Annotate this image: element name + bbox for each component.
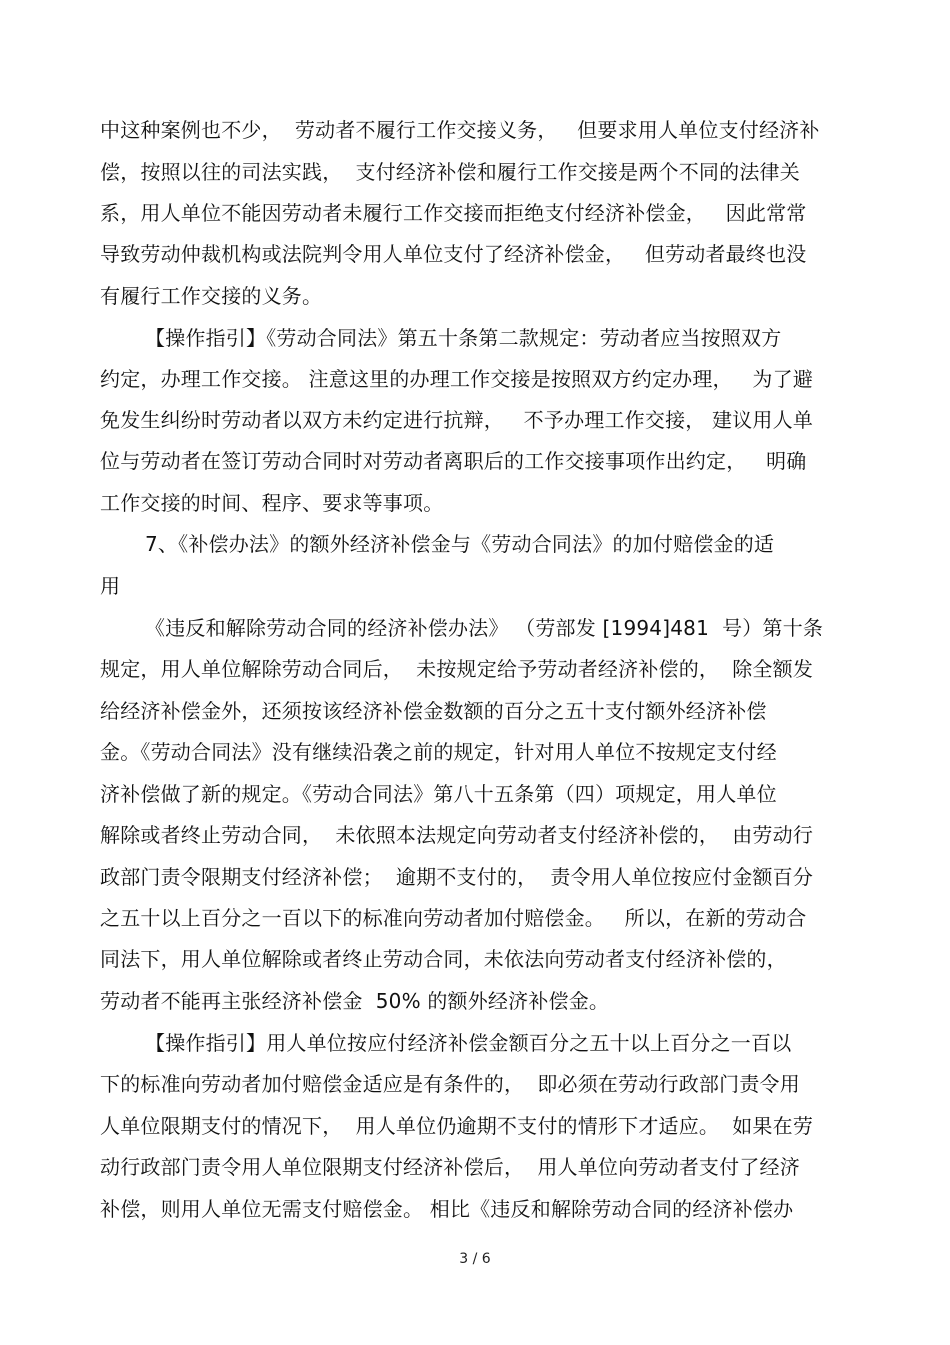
text-line: 政部门责令限期支付经济补偿； 逾期不支付的， 责令用人单位按应付金额百分 — [100, 865, 814, 889]
section-heading: 7、《补偿办法》的额外经济补偿金与《劳动合同法》的加付赔偿金的适 — [145, 532, 775, 556]
text-line: 规定，用人单位解除劳动合同后， 未按规定给予劳动者经济补偿的， 除全额发 — [100, 657, 814, 681]
section-heading: 用 — [100, 574, 121, 598]
text-line: 人单位限期支付的情况下， 用人单位仍逾期不支付的情形下才适应。 如果在劳 — [100, 1114, 814, 1138]
text-line: 导致劳动仲裁机构或法院判令用人单位支付了经济补偿金， 但劳动者最终也没 — [100, 242, 807, 266]
text-line: 劳动者不能再主张经济补偿金 50% 的额外经济补偿金。 — [100, 989, 610, 1013]
text-line: 工作交接的时间、程序、要求等事项。 — [100, 491, 444, 515]
text-line: 给经济补偿金外，还须按该经济补偿金数额的百分之五十支付额外经济补偿 — [100, 699, 767, 723]
text-line: 下的标准向劳动者加付赔偿金适应是有条件的， 即必须在劳动行政部门责令用 — [100, 1072, 800, 1096]
text-line: 解除或者终止劳动合同， 未依照本法规定向劳动者支付经济补偿的， 由劳动行 — [100, 823, 814, 847]
text-line: 【操作指引】《劳动合同法》第五十条第二款规定：劳动者应当按照双方 — [145, 326, 782, 350]
text-line: 补偿，则用人单位无需支付赔偿金。 相比《违反和解除劳动合同的经济补偿办 — [100, 1197, 794, 1221]
text-line: 免发生纠纷时劳动者以双方未约定进行抗辩， 不予办理工作交接， 建议用人单 — [100, 408, 814, 432]
text-line: 济补偿做了新的规定。《劳动合同法》第八十五条第（四）项规定，用人单位 — [100, 782, 777, 806]
text-line: 系，用人单位不能因劳动者未履行工作交接而拒绝支付经济补偿金， 因此常常 — [100, 201, 807, 225]
text-line: 有履行工作交接的义务。 — [100, 284, 323, 308]
text-line: 偿，按照以往的司法实践， 支付经济补偿和履行工作交接是两个不同的法律关 — [100, 160, 800, 184]
text-line: 【操作指引】用人单位按应付经济补偿金额百分之五十以上百分之一百以 — [145, 1031, 792, 1055]
text-line: 金。《劳动合同法》没有继续沿袭之前的规定，针对用人单位不按规定支付经 — [100, 740, 777, 764]
text-line: 同法下，用人单位解除或者终止劳动合同，未依法向劳动者支付经济补偿的， — [100, 947, 787, 971]
text-line: 《违反和解除劳动合同的经济补偿办法》 （劳部发 [1994]481 号）第十条 — [145, 616, 824, 640]
text-line: 约定，办理工作交接。 注意这里的办理工作交接是按照双方约定办理， 为了避 — [100, 367, 814, 391]
text-line: 位与劳动者在签订劳动合同时对劳动者离职后的工作交接事项作出约定， 明确 — [100, 449, 807, 473]
text-line: 中这种案例也不少， 劳动者不履行工作交接义务， 但要求用人单位支付经济补 — [100, 118, 820, 142]
page-number: 3 / 6 — [459, 1251, 491, 1267]
text-line: 之五十以上百分之一百以下的标准向劳动者加付赔偿金。 所以，在新的劳动合 — [100, 906, 807, 930]
text-line: 动行政部门责令用人单位限期支付经济补偿后， 用人单位向劳动者支付了经济 — [100, 1155, 800, 1179]
